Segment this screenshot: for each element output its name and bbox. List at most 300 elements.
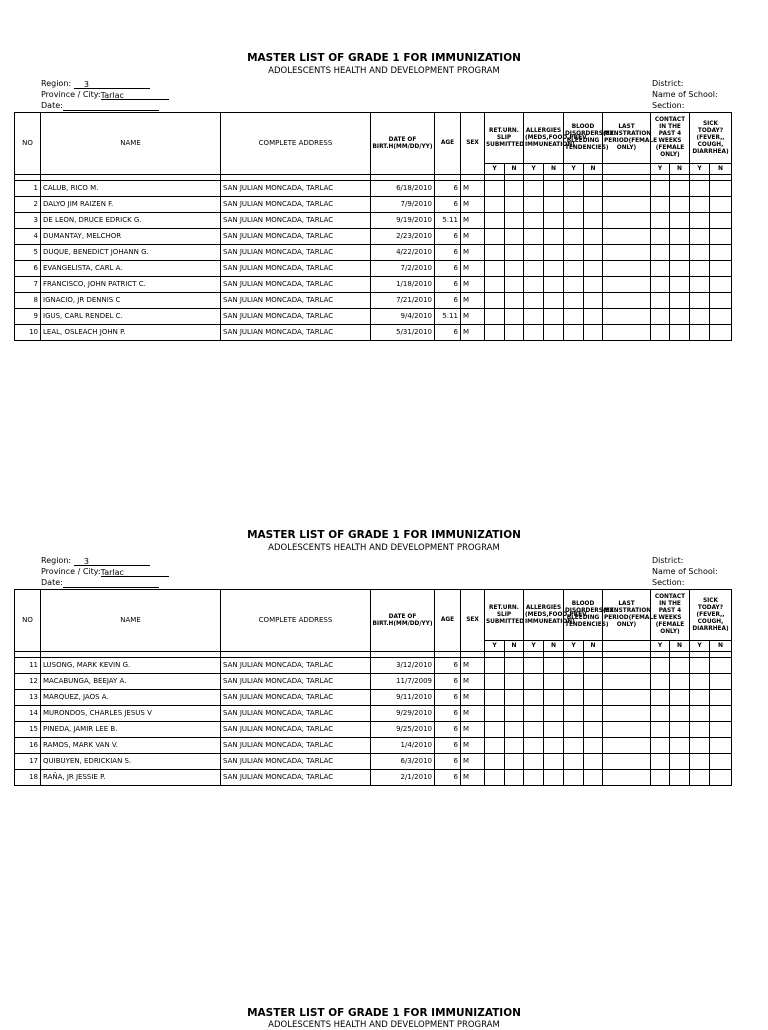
checkbox-cell[interactable]	[690, 213, 710, 229]
checkbox-cell[interactable]	[485, 706, 505, 722]
checkbox-cell[interactable]	[564, 309, 584, 325]
student-address: SAN JULIAN MONCADA, TARLAC	[221, 674, 371, 690]
checkbox-cell[interactable]	[544, 754, 564, 770]
checkbox-cell[interactable]	[584, 770, 603, 786]
date-value	[63, 578, 159, 588]
checkbox-cell[interactable]	[710, 325, 732, 341]
row-number: 5	[15, 245, 41, 261]
section-line: Section:	[652, 578, 685, 587]
col-menstruation: LAST MENSTRATION PERIOD(FEMALE ONLY)	[603, 113, 651, 164]
checkbox-cell[interactable]	[584, 181, 603, 197]
row-number: 3	[15, 213, 41, 229]
checkbox-cell[interactable]	[670, 181, 690, 197]
checkbox-cell[interactable]	[505, 658, 524, 674]
table-row	[15, 658, 732, 674]
checkbox-cell[interactable]	[505, 738, 524, 754]
student-name: DUMANTAY, MELCHOR	[41, 229, 221, 245]
checkbox-cell[interactable]	[651, 293, 670, 309]
student-sex: M	[461, 213, 485, 229]
checkbox-cell[interactable]	[670, 245, 690, 261]
student-address: SAN JULIAN MONCADA, TARLAC	[221, 229, 371, 245]
student-address: SAN JULIAN MONCADA, TARLAC	[221, 181, 371, 197]
checkbox-cell[interactable]	[670, 197, 690, 213]
checkbox-cell[interactable]	[651, 245, 670, 261]
student-name: RAMOS, MARK VAN V.	[41, 738, 221, 754]
checkbox-cell[interactable]	[710, 181, 732, 197]
checkbox-cell[interactable]	[670, 213, 690, 229]
checkbox-cell[interactable]	[524, 738, 544, 754]
checkbox-cell[interactable]	[564, 706, 584, 722]
student-address: SAN JULIAN MONCADA, TARLAC	[221, 738, 371, 754]
region-value: 3	[74, 556, 150, 566]
student-address: SAN JULIAN MONCADA, TARLAC	[221, 770, 371, 786]
checkbox-cell[interactable]	[690, 245, 710, 261]
checkbox-cell[interactable]	[564, 277, 584, 293]
table-row	[15, 325, 732, 341]
student-name: IGUS, CARL RENDEL C.	[41, 309, 221, 325]
checkbox-cell[interactable]	[505, 770, 524, 786]
checkbox-cell[interactable]	[710, 770, 732, 786]
table-row	[15, 770, 732, 786]
checkbox-cell[interactable]	[690, 261, 710, 277]
checkbox-cell[interactable]	[524, 706, 544, 722]
checkbox-cell[interactable]	[710, 658, 732, 674]
checkbox-cell[interactable]	[690, 309, 710, 325]
y-label: Y	[524, 164, 544, 175]
table-row	[15, 181, 732, 197]
checkbox-cell[interactable]	[690, 277, 710, 293]
checkbox-cell[interactable]	[505, 229, 524, 245]
checkbox-cell[interactable]	[651, 770, 670, 786]
checkbox-cell[interactable]	[505, 277, 524, 293]
checkbox-cell[interactable]	[485, 722, 505, 738]
checkbox-cell[interactable]	[505, 754, 524, 770]
checkbox-cell[interactable]	[603, 309, 651, 325]
student-dob: 9/11/2010	[371, 690, 435, 706]
student-address: SAN JULIAN MONCADA, TARLAC	[221, 690, 371, 706]
student-age: 6	[435, 277, 461, 293]
checkbox-cell[interactable]	[505, 674, 524, 690]
checkbox-cell[interactable]	[690, 674, 710, 690]
checkbox-cell[interactable]	[544, 213, 564, 229]
checkbox-cell[interactable]	[564, 293, 584, 309]
table-row	[15, 738, 732, 754]
checkbox-cell[interactable]	[564, 261, 584, 277]
checkbox-cell[interactable]	[544, 197, 564, 213]
checkbox-cell[interactable]	[690, 706, 710, 722]
checkbox-cell[interactable]	[485, 261, 505, 277]
checkbox-cell[interactable]	[670, 770, 690, 786]
header-row	[15, 113, 732, 164]
checkbox-cell[interactable]	[505, 690, 524, 706]
checkbox-cell[interactable]	[651, 754, 670, 770]
checkbox-cell[interactable]	[485, 690, 505, 706]
col-dob: DATE OF BIRT.H(MM/DD/YY)	[371, 590, 435, 652]
col-allergies: ALLERGIES (MEDS,FOOD,PREV. IMMUNEATION)	[524, 113, 564, 164]
checkbox-cell[interactable]	[584, 690, 603, 706]
row-number: 14	[15, 706, 41, 722]
checkbox-cell[interactable]	[651, 658, 670, 674]
student-dob: 1/18/2010	[371, 277, 435, 293]
checkbox-cell[interactable]	[544, 770, 564, 786]
checkbox-cell[interactable]	[485, 738, 505, 754]
checkbox-cell[interactable]	[505, 309, 524, 325]
checkbox-cell[interactable]	[584, 325, 603, 341]
checkbox-cell[interactable]	[651, 261, 670, 277]
checkbox-cell[interactable]	[524, 245, 544, 261]
checkbox-cell[interactable]	[485, 325, 505, 341]
student-name: CALUB, RICO M.	[41, 181, 221, 197]
student-age: 6	[435, 261, 461, 277]
y-label: Y	[651, 164, 670, 175]
checkbox-cell[interactable]	[485, 245, 505, 261]
checkbox-cell[interactable]	[524, 261, 544, 277]
checkbox-cell[interactable]	[524, 309, 544, 325]
checkbox-cell[interactable]	[603, 690, 651, 706]
province-line: Province / City:Tarlac	[41, 566, 169, 577]
checkbox-cell[interactable]	[710, 690, 732, 706]
table-row	[15, 213, 732, 229]
checkbox-cell[interactable]	[603, 245, 651, 261]
checkbox-cell[interactable]	[603, 181, 651, 197]
checkbox-cell[interactable]	[710, 738, 732, 754]
checkbox-cell[interactable]	[670, 325, 690, 341]
checkbox-cell[interactable]	[690, 738, 710, 754]
checkbox-cell[interactable]	[524, 277, 544, 293]
checkbox-cell[interactable]	[485, 277, 505, 293]
student-sex: M	[461, 245, 485, 261]
col-address: COMPLETE ADDRESS	[221, 590, 371, 652]
checkbox-cell[interactable]	[485, 293, 505, 309]
checkbox-cell[interactable]	[505, 213, 524, 229]
checkbox-cell[interactable]	[524, 722, 544, 738]
blank-cell	[603, 641, 651, 652]
row-number: 12	[15, 674, 41, 690]
checkbox-cell[interactable]	[524, 690, 544, 706]
student-name: DALYO JIM RAIZEN F.	[41, 197, 221, 213]
checkbox-cell[interactable]	[564, 229, 584, 245]
checkbox-cell[interactable]	[690, 181, 710, 197]
checkbox-cell[interactable]	[670, 229, 690, 245]
checkbox-cell[interactable]	[564, 754, 584, 770]
student-age: 6	[435, 706, 461, 722]
col-no: NO	[15, 590, 41, 652]
checkbox-cell[interactable]	[584, 674, 603, 690]
checkbox-cell[interactable]	[544, 658, 564, 674]
checkbox-cell[interactable]	[710, 754, 732, 770]
row-number: 9	[15, 309, 41, 325]
checkbox-cell[interactable]	[564, 245, 584, 261]
col-allergies: ALLERGIES (MEDS,FOOD,PREV. IMMUNEATION)	[524, 590, 564, 641]
checkbox-cell[interactable]	[603, 213, 651, 229]
checkbox-cell[interactable]	[603, 738, 651, 754]
checkbox-cell[interactable]	[651, 738, 670, 754]
student-address: SAN JULIAN MONCADA, TARLAC	[221, 658, 371, 674]
checkbox-cell[interactable]	[603, 261, 651, 277]
checkbox-cell[interactable]	[670, 277, 690, 293]
checkbox-cell[interactable]	[670, 754, 690, 770]
checkbox-cell[interactable]	[670, 658, 690, 674]
col-name: NAME	[41, 113, 221, 175]
checkbox-cell[interactable]	[564, 738, 584, 754]
student-address: SAN JULIAN MONCADA, TARLAC	[221, 213, 371, 229]
checkbox-cell[interactable]	[524, 325, 544, 341]
n-label: N	[584, 164, 603, 175]
student-dob: 6/18/2010	[371, 181, 435, 197]
checkbox-cell[interactable]	[690, 722, 710, 738]
checkbox-cell[interactable]	[485, 181, 505, 197]
checkbox-cell[interactable]	[651, 277, 670, 293]
checkbox-cell[interactable]	[603, 722, 651, 738]
checkbox-cell[interactable]	[524, 674, 544, 690]
checkbox-cell[interactable]	[524, 181, 544, 197]
checkbox-cell[interactable]	[710, 277, 732, 293]
province-value: Tarlac	[101, 567, 169, 577]
checkbox-cell[interactable]	[584, 754, 603, 770]
col-return-slip: RET.URN. SLIP SUBMITTED	[485, 590, 524, 641]
checkbox-cell[interactable]	[544, 245, 564, 261]
n-label: N	[505, 164, 524, 175]
student-age: 5.11	[435, 309, 461, 325]
n-label: N	[584, 641, 603, 652]
page-title: MASTER LIST OF GRADE 1 FOR IMMUNIZATION	[247, 52, 521, 64]
row-number: 13	[15, 690, 41, 706]
checkbox-cell[interactable]	[564, 325, 584, 341]
checkbox-cell[interactable]	[485, 770, 505, 786]
checkbox-cell[interactable]	[603, 325, 651, 341]
checkbox-cell[interactable]	[690, 690, 710, 706]
master-list-table	[14, 589, 732, 786]
checkbox-cell[interactable]	[690, 770, 710, 786]
checkbox-cell[interactable]	[505, 706, 524, 722]
table-row	[15, 245, 732, 261]
checkbox-cell[interactable]	[505, 293, 524, 309]
checkbox-cell[interactable]	[670, 309, 690, 325]
checkbox-cell[interactable]	[670, 706, 690, 722]
student-address: SAN JULIAN MONCADA, TARLAC	[221, 754, 371, 770]
checkbox-cell[interactable]	[485, 674, 505, 690]
row-number: 11	[15, 658, 41, 674]
student-sex: M	[461, 770, 485, 786]
checkbox-cell[interactable]	[524, 293, 544, 309]
checkbox-cell[interactable]	[524, 770, 544, 786]
checkbox-cell[interactable]	[690, 229, 710, 245]
checkbox-cell[interactable]	[584, 229, 603, 245]
checkbox-cell[interactable]	[505, 722, 524, 738]
student-sex: M	[461, 674, 485, 690]
region-value: 3	[74, 79, 150, 89]
checkbox-cell[interactable]	[505, 325, 524, 341]
header-row	[15, 590, 732, 641]
checkbox-cell[interactable]	[603, 277, 651, 293]
region-line: Region: 3	[41, 555, 169, 566]
checkbox-cell[interactable]	[505, 245, 524, 261]
student-dob: 9/29/2010	[371, 706, 435, 722]
student-dob: 2/23/2010	[371, 229, 435, 245]
n-label: N	[670, 641, 690, 652]
checkbox-cell[interactable]	[544, 722, 564, 738]
checkbox-cell[interactable]	[690, 325, 710, 341]
row-number: 15	[15, 722, 41, 738]
checkbox-cell[interactable]	[651, 229, 670, 245]
checkbox-cell[interactable]	[485, 309, 505, 325]
date-line: Date:	[41, 100, 169, 111]
checkbox-cell[interactable]	[710, 309, 732, 325]
col-sex: SEX	[461, 590, 485, 652]
checkbox-cell[interactable]	[710, 197, 732, 213]
student-dob: 7/9/2010	[371, 197, 435, 213]
checkbox-cell[interactable]	[651, 690, 670, 706]
checkbox-cell[interactable]	[584, 197, 603, 213]
checkbox-cell[interactable]	[544, 181, 564, 197]
checkbox-cell[interactable]	[670, 261, 690, 277]
page-subtitle: ADOLESCENTS HEALTH AND DEVELOPMENT PROGRAM	[268, 1020, 500, 1030]
checkbox-cell[interactable]	[584, 245, 603, 261]
student-age: 6	[435, 658, 461, 674]
student-address: SAN JULIAN MONCADA, TARLAC	[221, 197, 371, 213]
checkbox-cell[interactable]	[670, 738, 690, 754]
student-name: DUQUE, BENEDICT JOHANN G.	[41, 245, 221, 261]
checkbox-cell[interactable]	[710, 245, 732, 261]
checkbox-cell[interactable]	[651, 706, 670, 722]
checkbox-cell[interactable]	[670, 690, 690, 706]
checkbox-cell[interactable]	[710, 229, 732, 245]
checkbox-cell[interactable]	[584, 722, 603, 738]
checkbox-cell[interactable]	[690, 197, 710, 213]
checkbox-cell[interactable]	[710, 293, 732, 309]
student-dob: 9/4/2010	[371, 309, 435, 325]
checkbox-cell[interactable]	[670, 674, 690, 690]
checkbox-cell[interactable]	[564, 722, 584, 738]
checkbox-cell[interactable]	[584, 706, 603, 722]
checkbox-cell[interactable]	[670, 722, 690, 738]
checkbox-cell[interactable]	[544, 690, 564, 706]
checkbox-cell[interactable]	[710, 213, 732, 229]
checkbox-cell[interactable]	[564, 674, 584, 690]
checkbox-cell[interactable]	[584, 277, 603, 293]
checkbox-cell[interactable]	[524, 197, 544, 213]
school-line: Name of School:	[652, 90, 718, 99]
checkbox-cell[interactable]	[564, 197, 584, 213]
checkbox-cell[interactable]	[651, 181, 670, 197]
checkbox-cell[interactable]	[544, 674, 564, 690]
checkbox-cell[interactable]	[651, 674, 670, 690]
n-label: N	[544, 641, 564, 652]
checkbox-cell[interactable]	[710, 722, 732, 738]
checkbox-cell[interactable]	[584, 309, 603, 325]
checkbox-cell[interactable]	[544, 293, 564, 309]
col-age: AGE	[435, 113, 461, 175]
checkbox-cell[interactable]	[544, 309, 564, 325]
checkbox-cell[interactable]	[710, 706, 732, 722]
checkbox-cell[interactable]	[584, 261, 603, 277]
checkbox-cell[interactable]	[544, 261, 564, 277]
student-age: 6	[435, 325, 461, 341]
checkbox-cell[interactable]	[690, 754, 710, 770]
student-dob: 1/4/2010	[371, 738, 435, 754]
student-dob: 9/19/2010	[371, 213, 435, 229]
checkbox-cell[interactable]	[564, 181, 584, 197]
checkbox-cell[interactable]	[524, 754, 544, 770]
checkbox-cell[interactable]	[564, 658, 584, 674]
row-number: 8	[15, 293, 41, 309]
checkbox-cell[interactable]	[690, 293, 710, 309]
checkbox-cell[interactable]	[710, 261, 732, 277]
checkbox-cell[interactable]	[710, 674, 732, 690]
checkbox-cell[interactable]	[603, 770, 651, 786]
student-address: SAN JULIAN MONCADA, TARLAC	[221, 325, 371, 341]
table-row	[15, 706, 732, 722]
checkbox-cell[interactable]	[651, 325, 670, 341]
student-sex: M	[461, 229, 485, 245]
checkbox-cell[interactable]	[651, 197, 670, 213]
date-value	[63, 101, 159, 111]
checkbox-cell[interactable]	[603, 674, 651, 690]
checkbox-cell[interactable]	[544, 325, 564, 341]
student-age: 6	[435, 674, 461, 690]
checkbox-cell[interactable]	[485, 754, 505, 770]
checkbox-cell[interactable]	[544, 738, 564, 754]
student-age: 6	[435, 754, 461, 770]
meta-left	[41, 78, 169, 111]
page-subtitle: ADOLESCENTS HEALTH AND DEVELOPMENT PROGRAM	[268, 66, 500, 76]
checkbox-cell[interactable]	[564, 690, 584, 706]
checkbox-cell[interactable]	[544, 229, 564, 245]
checkbox-cell[interactable]	[564, 770, 584, 786]
checkbox-cell[interactable]	[651, 309, 670, 325]
checkbox-cell[interactable]	[651, 213, 670, 229]
checkbox-cell[interactable]	[603, 658, 651, 674]
checkbox-cell[interactable]	[505, 197, 524, 213]
checkbox-cell[interactable]	[524, 229, 544, 245]
checkbox-cell[interactable]	[690, 658, 710, 674]
student-address: SAN JULIAN MONCADA, TARLAC	[221, 706, 371, 722]
checkbox-cell[interactable]	[603, 197, 651, 213]
checkbox-cell[interactable]	[670, 293, 690, 309]
checkbox-cell[interactable]	[485, 229, 505, 245]
checkbox-cell[interactable]	[603, 293, 651, 309]
student-name: DE LEON, DRUCE EDRICK G.	[41, 213, 221, 229]
checkbox-cell[interactable]	[584, 658, 603, 674]
col-contact: CONTACT IN THE PAST 4 WEEKS (FEMALE ONLY)	[651, 113, 690, 164]
table-row	[15, 690, 732, 706]
checkbox-cell[interactable]	[544, 706, 564, 722]
checkbox-cell[interactable]	[564, 213, 584, 229]
col-contact: CONTACT IN THE PAST 4 WEEKS (FEMALE ONLY)	[651, 590, 690, 641]
col-no: NO	[15, 113, 41, 175]
checkbox-cell[interactable]	[485, 213, 505, 229]
checkbox-cell[interactable]	[505, 181, 524, 197]
checkbox-cell[interactable]	[485, 197, 505, 213]
checkbox-cell[interactable]	[584, 213, 603, 229]
checkbox-cell[interactable]	[524, 213, 544, 229]
checkbox-cell[interactable]	[584, 738, 603, 754]
col-blood: BLOOD DISORDERS(EX. BLEEDING TENDENCIES)	[564, 113, 603, 164]
table-body	[15, 658, 732, 786]
checkbox-cell[interactable]	[524, 658, 544, 674]
checkbox-cell[interactable]	[485, 658, 505, 674]
page-title: MASTER LIST OF GRADE 1 FOR IMMUNIZATION	[247, 1007, 521, 1019]
checkbox-cell[interactable]	[603, 706, 651, 722]
student-address: SAN JULIAN MONCADA, TARLAC	[221, 277, 371, 293]
checkbox-cell[interactable]	[505, 261, 524, 277]
checkbox-cell[interactable]	[651, 722, 670, 738]
checkbox-cell[interactable]	[603, 229, 651, 245]
checkbox-cell[interactable]	[584, 293, 603, 309]
checkbox-cell[interactable]	[603, 754, 651, 770]
y-label: Y	[690, 164, 710, 175]
checkbox-cell[interactable]	[544, 277, 564, 293]
